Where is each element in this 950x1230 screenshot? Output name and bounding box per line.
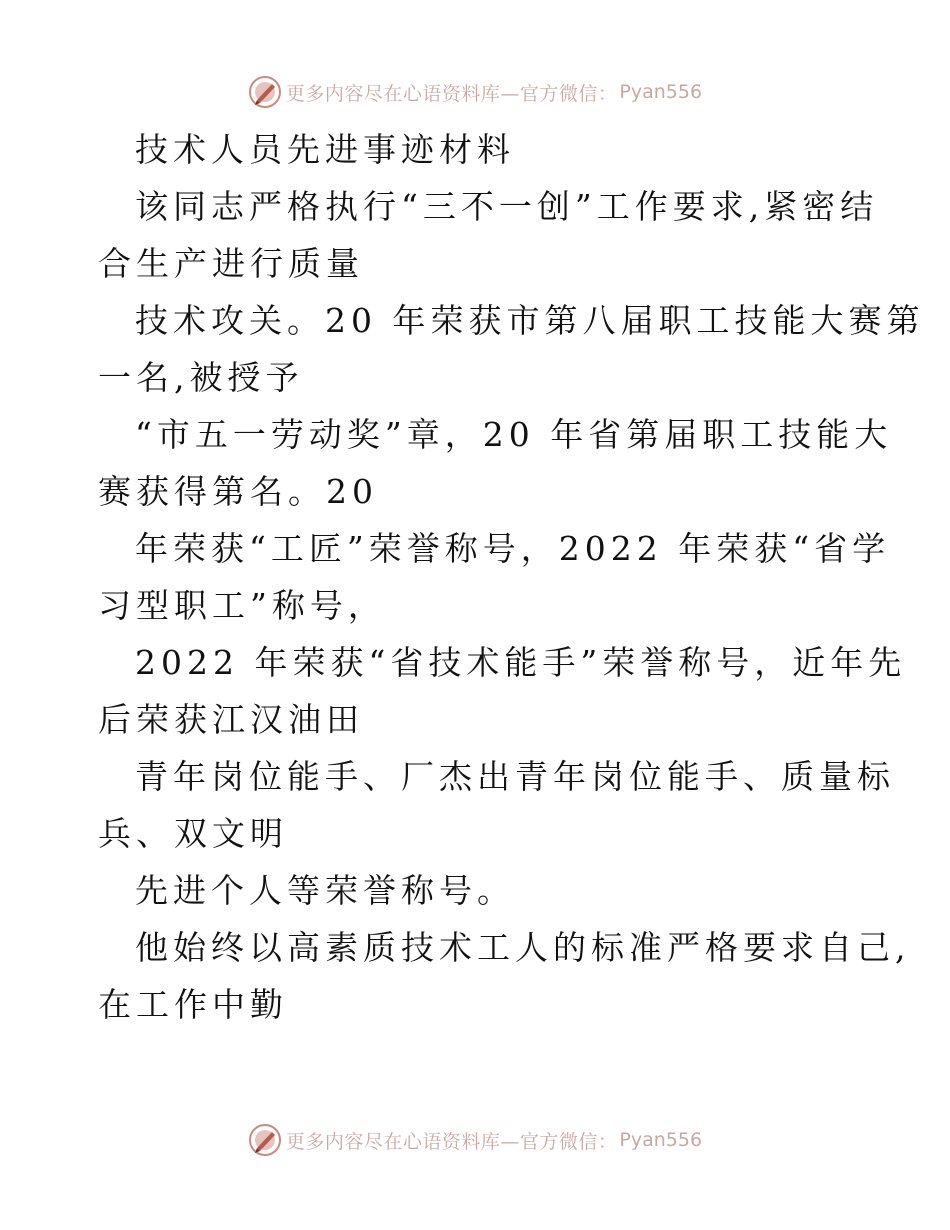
document-body <box>98 121 925 1033</box>
text-line: 年荣获“工匠”荣誉称号，2022 年荣获“省学 <box>135 529 891 568</box>
watermark-wechat-id: Pyan556 <box>619 1129 703 1151</box>
text-line: 一名,被授予 <box>98 358 304 397</box>
text-line: “市五一劳动奖”章，20 年省第届职工技能大 <box>135 415 893 454</box>
text-line: 合生产进行质量 <box>98 244 364 283</box>
header-watermark <box>0 72 950 112</box>
text-line: 该同志严格执行“三不一创”工作要求,紧密结 <box>135 187 879 226</box>
watermark-wechat-id: Pyan556 <box>619 81 703 103</box>
text-line: 习型职工”称号， <box>98 586 386 625</box>
text-line: 青年岗位能手、厂杰出青年岗位能手、质量标 <box>135 757 895 796</box>
watermark-text: 更多内容尽在心语资料库—官方微信： <box>285 82 618 105</box>
pen-logo-icon <box>248 1123 282 1157</box>
watermark-text: 更多内容尽在心语资料库—官方微信： <box>285 1130 618 1153</box>
text-line: 兵、双文明 <box>98 814 288 853</box>
document-title: 技术人员先进事迹材料 <box>135 130 515 169</box>
text-line: 先进个人等荣誉称号。 <box>135 871 515 910</box>
text-line: 技术攻关。20 年荣获市第八届职工技能大赛第 <box>135 301 925 340</box>
text-line: 后荣获江汉油田 <box>98 700 364 739</box>
text-line: 在工作中勤 <box>98 985 288 1024</box>
text-line: 他始终以高素质技术工人的标准严格要求自己, <box>135 928 911 967</box>
footer-watermark <box>0 1120 950 1160</box>
text-line: 赛获得第名。20 <box>98 472 378 511</box>
pen-logo-icon <box>248 75 282 109</box>
text-line: 2022 年荣获“省技术能手”荣誉称号，近年先 <box>135 643 907 682</box>
